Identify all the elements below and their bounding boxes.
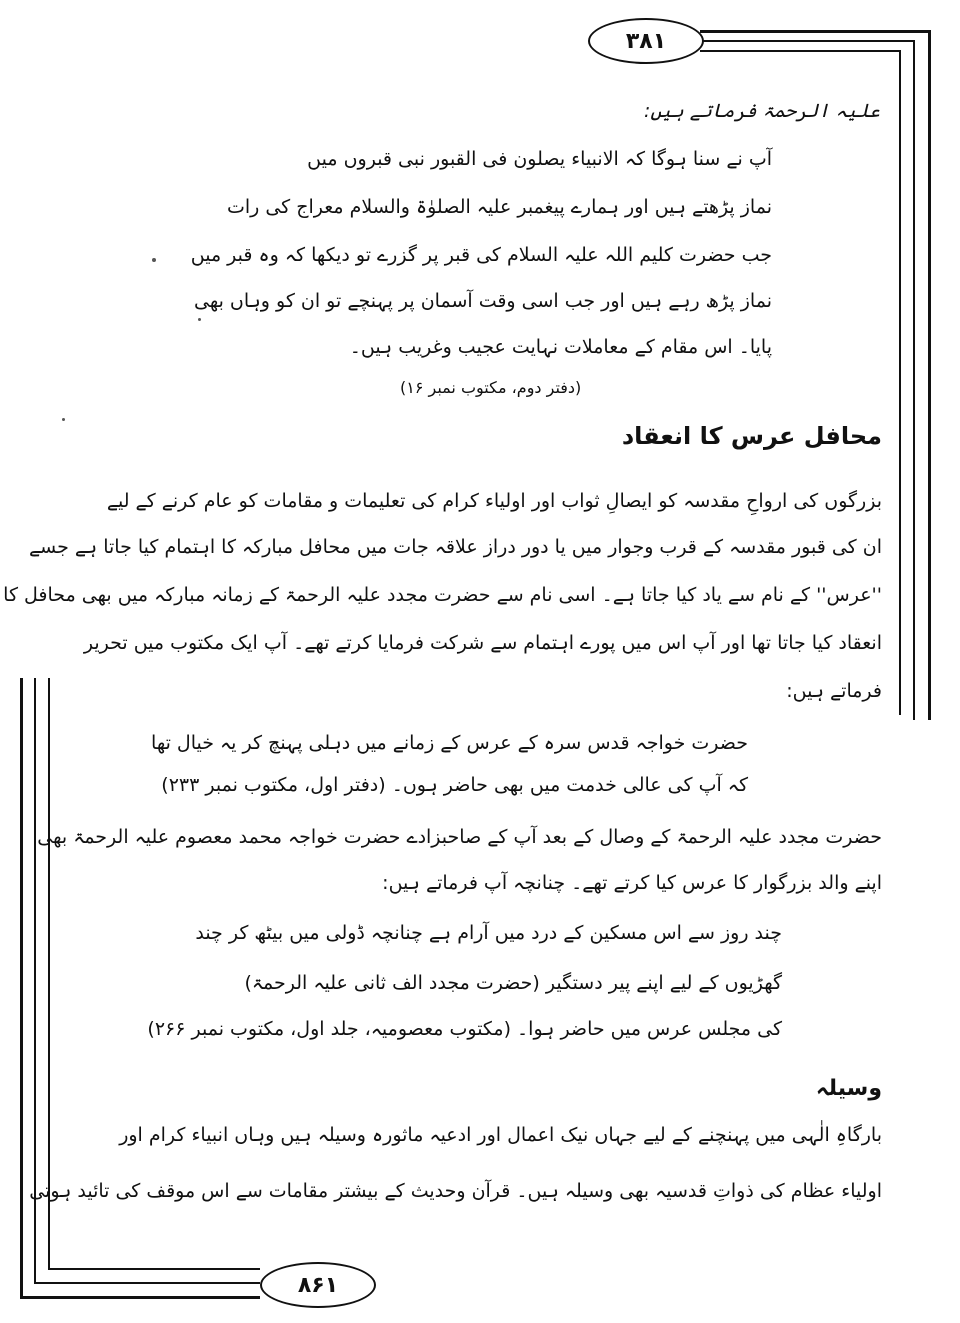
quote1-line: نماز پڑھتے ہیں اور ہمارے پیغمبر علیہ الصلوٰۃ والسلام معراج کی رات	[226, 196, 772, 218]
paragraph-line: فرماتے ہیں:	[786, 680, 882, 702]
paragraph-line: اپنے والد بزرگوار کا عرس کیا کرتے تھے۔ چنانچہ آپ فرماتے ہیں:	[382, 872, 882, 894]
frame-line	[34, 1282, 260, 1284]
frame-line	[899, 50, 901, 715]
quote3-line: کی مجلس عرس میں حاضر ہوا۔ (مکتوب معصومیہ، جلد اول، مکتوب نمبر ۲۶۶)	[147, 1018, 782, 1040]
frame-line	[928, 30, 931, 720]
quote1-line: نماز پڑھ رہے ہیں اور جب اسی وقت آسمان پر پہنچے تو ان کو وہاں بھی	[194, 290, 772, 312]
paragraph-line: بزرگوں کی ارواحِ مقدسہ کو ایصالِ ثواب اور اولیاء کرام کی تعلیمات و مقامات کو عام کرنے کے لیے	[106, 490, 882, 512]
page-number-bottom: ۸۶۱	[260, 1262, 376, 1308]
section-heading-urs: محافل عرس کا انعقاد	[621, 422, 882, 450]
scan-speck	[62, 418, 65, 421]
frame-line	[913, 40, 915, 720]
frame-line	[700, 50, 900, 52]
scan-speck	[152, 258, 156, 262]
quote1-line: جب حضرت کلیم اللہ علیہ السلام کی قبر پر گزرے تو دیکھا کہ وہ قبر میں	[190, 244, 772, 266]
intro-line: علیہ الرحمۃ فرماتے ہیں:	[643, 100, 880, 122]
quote1-reference: (دفتر دوم، مکتوب نمبر ۱۶)	[400, 378, 582, 397]
page-number-top: ۳۸۱	[588, 18, 704, 64]
paragraph-line: ان کی قبور مقدسہ کے قرب وجوار میں یا دور دراز علاقہ جات میں محافل مبارکہ کا اہتمام کیا جاتا ہے جسے	[29, 536, 882, 558]
frame-line	[48, 1268, 260, 1270]
section-heading-wasila: وسیلہ	[815, 1076, 882, 1101]
scan-speck	[198, 318, 201, 321]
frame-line	[700, 30, 930, 33]
quote1-line: آپ نے سنا ہوگا کہ الانبیاء یصلون فی القبور نبی قبروں میں	[307, 148, 772, 170]
quote1-line: پایا۔ اس مقام کے معاملات نہایت عجیب وغریب ہیں۔	[349, 336, 772, 358]
quote3-line: چند روز سے اس مسکین کے درد میں آرام ہے چنانچہ ڈولی میں بیٹھ کر چند	[195, 922, 782, 944]
quote2-line: کہ آپ کی عالی خدمت میں بھی حاضر ہوں۔ (دفتر اول، مکتوب نمبر ۲۳۳)	[161, 774, 748, 796]
paragraph-line: انعقاد کیا جاتا تھا اور آپ اس میں پورے اہتمام سے شرکت فرمایا کرتے تھے۔ آپ ایک مکتوب میں تحریر	[83, 632, 882, 654]
paragraph-line: حضرت مجدد علیہ الرحمۃ کے وصال کے بعد آپ کے صاحبزادے حضرت خواجہ محمد معصوم علیہ الرحمۃ بھی	[37, 826, 882, 848]
frame-line	[20, 1296, 260, 1299]
frame-line	[20, 678, 23, 1298]
paragraph-line: ''عرس'' کے نام سے یاد کیا جاتا ہے۔ اسی نام سے حضرت مجدد علیہ الرحمۃ کے زمانہ مبارکہ میں بھی محافل کا	[3, 584, 882, 606]
quote3-line: گھڑیوں کے لیے اپنے پیر دستگیر (حضرت مجدد الف ثانی علیہ الرحمۃ)	[244, 972, 782, 994]
quote2-line: حضرت خواجہ قدس سرہ کے عرس کے زمانے میں دہلی پہنچ کر یہ خیال تھا	[151, 732, 748, 754]
paragraph-line: اولیاء عظام کی ذواتِ قدسیہ بھی وسیلہ ہیں۔ قرآن وحدیث کے بیشتر مقامات سے اس موقف کی تائید ہوتی	[29, 1180, 882, 1202]
paragraph-line: بارگاہِ الٰہی میں پہنچنے کے لیے جہاں نیک اعمال اور ادعیہ ماثورہ وسیلہ ہیں وہاں انبیاء کرام اور	[119, 1124, 882, 1146]
frame-line	[700, 40, 915, 42]
